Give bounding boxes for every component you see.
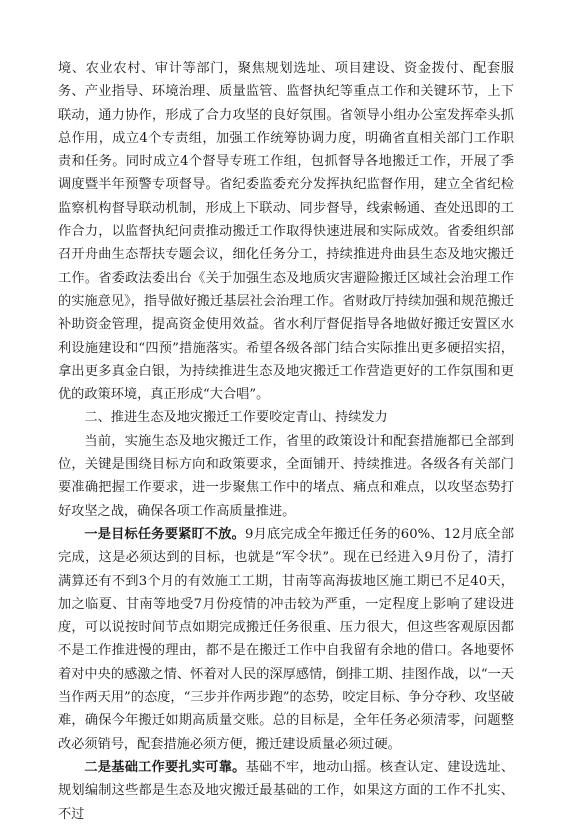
paragraph-lead-bold: 一是目标任务要紧盯不放。 (84, 526, 245, 542)
body-paragraph-continuation (58, 57, 514, 406)
body-paragraph (58, 430, 514, 523)
section-heading-text: 二、推进生态及地灾搬迁工作要咬定青山、持续发力 (84, 410, 388, 426)
body-paragraph (58, 756, 514, 826)
paragraph-text: 基础不牢，地动山摇。核查认定、建设选址、规划编制这些都是生态及地灾搬迁最基础的工作，如果这方面的工作不扎实、不过 (58, 759, 515, 822)
paragraph-text: 当前，实施生态及地灾搬迁工作，省里的政策设计和配套措施都已全部到位，关键是围绕目标方向和政策要求，全面铺开、持续推进。各级各有关部门要准确把握工作要求，进一步聚焦工作中的堵点、痛点和难点，以攻坚态势打好攻坚之战，确保各项工作高质量推进。 (58, 433, 514, 519)
paragraph-text: 境、农业农村、审计等部门，聚焦规划选址、项目建设、资金拨付、配套服务、产业指导、环境治理、质量监管、监督执纪等重点工作和关键环节，上下联动，通力协作，形成了合力攻坚的良好氛围。省领导小组办公室发挥牵头抓总作用，成立4个专责组，加强工作统筹协调力度，明确省直相关部门工作职责和任务。同时成立4个督导专班工作组，包抓督导各地搬迁工作，开展了季调度暨半年预警专项督导。省纪委监委充分发挥执纪监督作用，建立全省纪检监察机构督导联动机制，形成上下联动、同步督导，线索畅通、查处迅即的工作合力，以监督执纪问责推动搬迁工作取得快速进展和实际成效。省委组织部召开舟曲生态帮扶专题会议，细化任务分工，持续推进舟曲县生态及地灾搬迁工作。省委政法委出台《关于加强生态及地质灾害避险搬迁区域社会治理工作的实施意见》，指导做好搬迁基层社会治理工作。省财政厅持续加强和规范搬迁补助资金管理，提高资金使用效益。省水利厅督促指导各地做好搬迁安置区水利设施建设和“四预”措施落实。希望各级各部门结合实际推出更多硬招实招，拿出更多真金白银，为持续推进生态及地灾搬迁工作营造更好的工作氛围和更优的政策环境，真正形成“大合唱”。 (58, 61, 514, 403)
section-heading (58, 406, 514, 429)
paragraph-lead-bold: 二是基础工作要扎实可靠。 (84, 759, 246, 775)
paragraph-text: 9月底完成全年搬迁任务的60%、12月底全部完成，这是必须达到的目标，也就是“军令状”。现在已经进入9月份了，清打满算还有不到3个月的有效施工工期，甘南等高海拔地区施工期已不足40天，加之临夏、甘南等地受7月份疫情的冲击较为严重，一定程度上影响了建设进度，可以说按时间节点如期完成搬迁任务很重、压力很大，但这些客观原因都不是工作推进慢的理由，都不是在搬迁工作中自我留有余地的借口。各地要怀着对中央的感激之情、怀着对人民的深厚感情，倒排工期、挂图作战，以“一天当作两天用”的态度，“三步并作两步跑”的态势，咬定目标、争分夺秒、攻坚破难，确保今年搬迁如期高质量交账。总的目标是，全年任务必须清零，问题整改必须销号，配套措施必须方便，搬迁建设质量必须过硬。 (58, 526, 515, 752)
document-body (58, 57, 514, 826)
body-paragraph (58, 523, 514, 756)
